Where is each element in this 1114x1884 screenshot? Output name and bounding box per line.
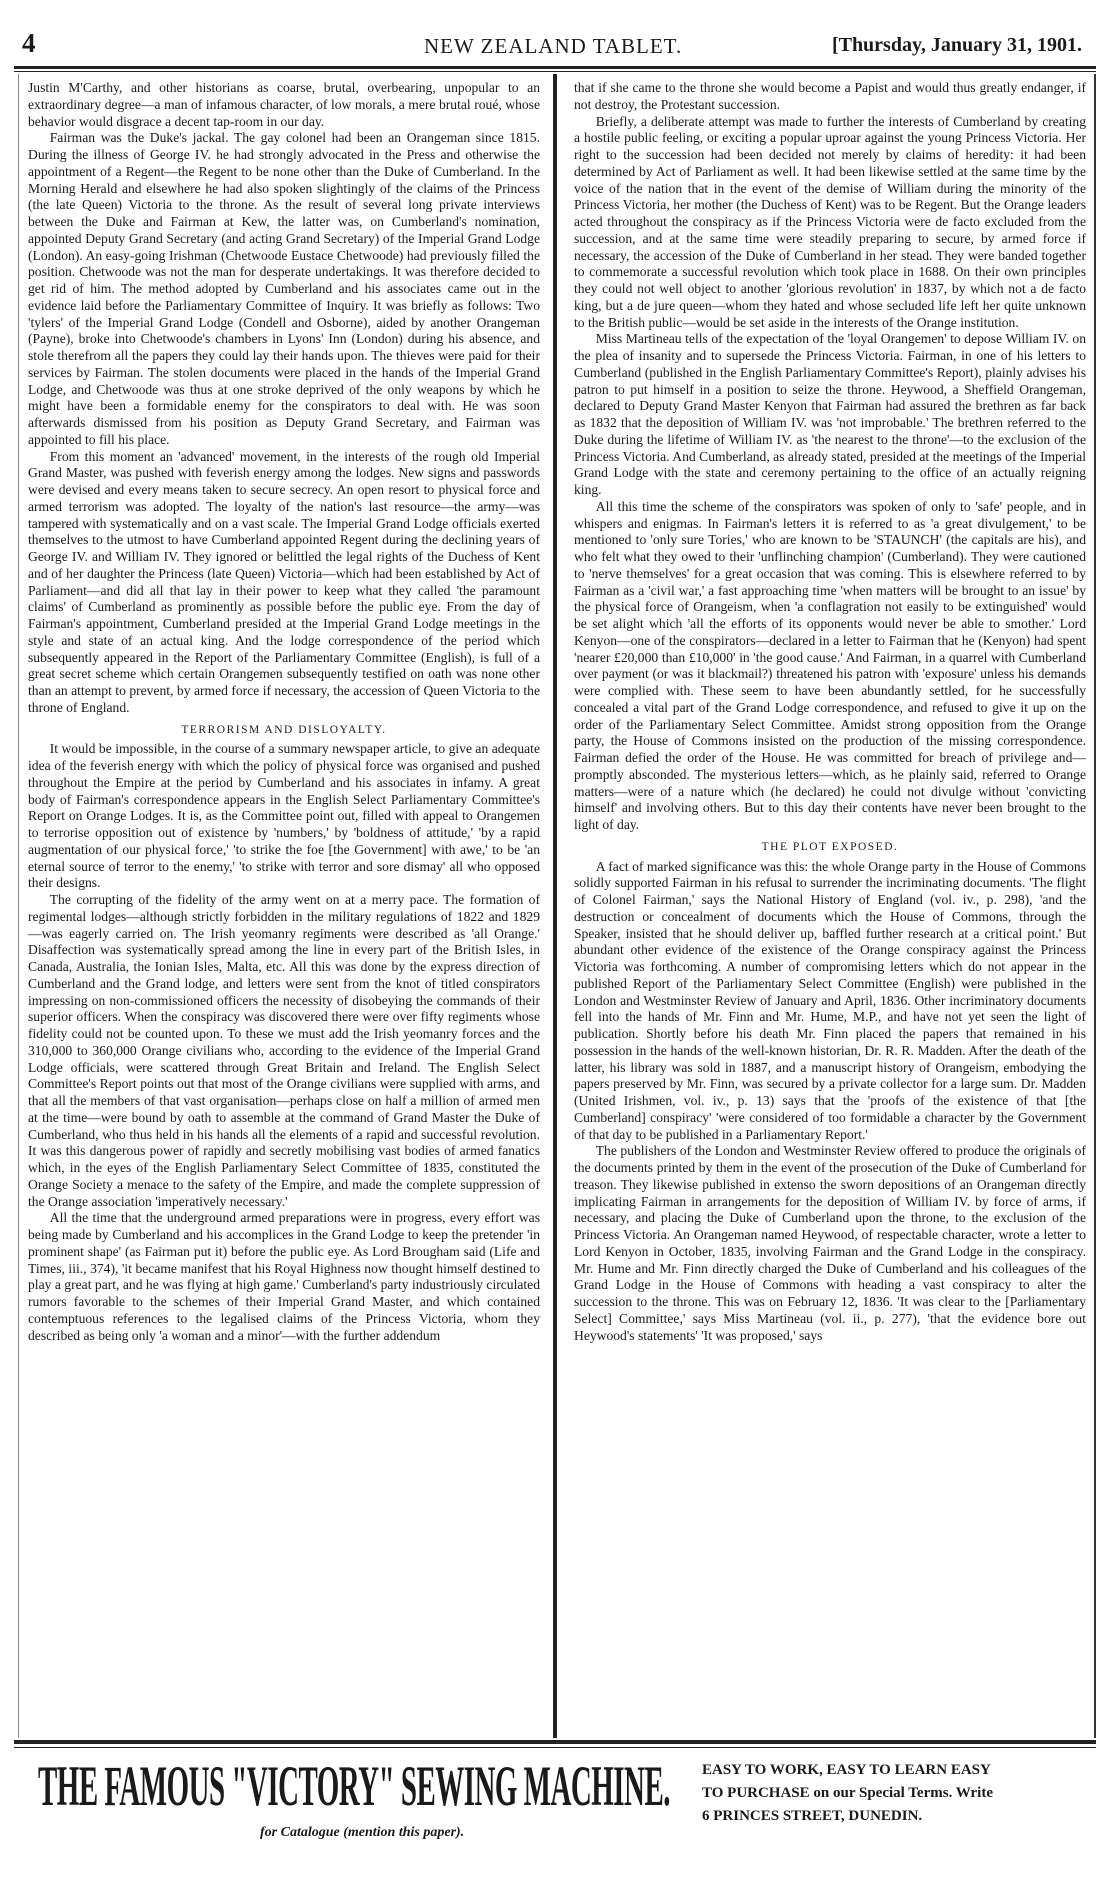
paragraph: Miss Martineau tells of the expectation of the 'loyal Orangemen' to depose William IV. on the plea of insanity and to supersede the Princess Victoria. Fairman, in one of his letters to Cumberland (published in the English Parliamentary Committee's Report), plainly advises his patron to put himself in a position to seize the throne. Heywood, a Sheffield Orangeman, declared to Deputy Grand Master Kenyon that Fairman had assured the brethren as far back as 1832 that the deposition of William IV. was 'not improbable.' The brethren referred to the Duke during the lifetime of William IV. as 'the nearest to the throne'—to the exclusion of the Princess Victoria. And Cumberland, as already stated, presided at the meetings of the Imperial Grand Lodge with the state and ceremony pertaining to the office of an actually reigning king. xyxy=(574,331,1086,497)
page-number: 4 xyxy=(22,28,36,58)
advertisement-address: 6 PRINCES STREET, DUNEDIN. xyxy=(702,1808,923,1824)
paragraph: From this moment an 'advanced' movement, in the interests of the rough old Imperial Grand Master, was pushed with feverish energy among the lodges. New signs and passwords were devised and every means taken to secure secrecy. An open resort to physical force and armed terrorism was adopted. The loyalty of the nation's last resource—the army—was tampered with systematically and on a vast scale. The Imperial Grand Lodge officials exerted themselves to the utmost to have Cumberland appointed Regent during the declining years of George IV. and William IV. They ignored or belittled the legal rights of the Duchess of Kent and of her daughter the Princess (late Queen) Victoria—which had been established by Act of Parliament—and did all that lay in their power to keep what they called 'the paramount claims' of Cumberland as prominently as possible before the public eye. From the day of Fairman's appointment, Cumberland presided at the Imperial Grand Lodge meetings in the style and state of an actual king. And the lodge correspondence of the period which subsequently appeared in the Report of the Parliamentary Committee (English), is full of a great secret scheme which certain Orangemen subsequently testified on oath was none other than an attempt to prevent, by armed force if necessary, the accession of Queen Victoria to the throne of England. xyxy=(28,448,540,715)
advertisement-rule-thin xyxy=(14,1747,1096,1748)
advertisement xyxy=(30,1752,1090,1842)
right-column xyxy=(574,80,1086,1344)
paragraph: Fairman was the Duke's jackal. The gay colonel had been an Orangeman since 1815. During the illness of George IV. he had strongly advocated in the Press and otherwise the appointment of a Regent—the Regent to be none other than the Duke of Cumberland. In the Morning Herald and elsewhere he had also spoken slightingly of the claims of the Princess (the late Queen) Victoria to the throne. As the result of several long private interviews between the Duke and Fairman at Kew, the latter was, on Cumberland's nomination, appointed Deputy Grand Secretary (and acting Grand Secretary) of the Imperial Grand Lodge (London). An easy-going Irishman (Chetwoode Eustace Chetwoode) had previously filled the position. Chetwoode was not the man for desperate undertakings. It was therefore decided to get rid of him. The method adopted by Cumberland and his associates came out in the evidence laid before the Parliamentary Committee of Inquiry. It was briefly as follows: Two 'tylers' of the Imperial Grand Lodge (Condell and Osborne), aided by another Orangeman (Payne), broke into Chetwoode's chambers in Lyons' Inn (London) during his absence, and stole therefrom all the papers they could lay their hands upon. The thieves were paid for their services by Fairman. The stolen documents were placed in the hands of the Imperial Grand Lodge, and Chetwoode was thus at one stroke deprived of the only weapons by which he might have been a formidable enemy for the conspirators to deal with. He was soon afterwards dismissed from his position as Deputy Grand Secretary, and Fairman was appointed to fill his place. xyxy=(28,130,540,447)
paragraph: that if she came to the throne she would become a Papist and would thus greatly endanger, if not destroy, the Protestant succession. xyxy=(574,80,1086,112)
left-column xyxy=(28,80,540,1344)
advertisement-tagline: TO PURCHASE on our Special Terms. Write xyxy=(702,1785,994,1801)
column-divider xyxy=(553,74,557,1738)
issue-date: [Thursday, January 31, 1901. xyxy=(831,34,1082,56)
paragraph: A fact of marked significance was this: the whole Orange party in the House of Commons solidly supported Fairman in his refusal to surrender the incriminating documents. 'The flight of Colonel Fairman,' says the National History of England (vol. iv., p. 298), 'and the destruction or concealment of documents which the House of Commons, through the Speaker, insisted that he should deliver up, baffled further research at a critical point.' But abundant other evidence of the existence of the Orange conspiracy against the Princess Victoria was forthcoming. A number of compromising letters which do not appear in the published Report of the Parliamentary Select Committee (English) were published in the London and Westminster Review of January and April, 1836. Other incriminatory documents fell into the hands of Mr. Finn and Mr. Hume, M.P., and have not yet seen the light of publication. Shortly before his death Mr. Finn placed the papers that remained in his possession in the hands of the well-known historian, Dr. R. R. Madden. After the death of the latter, his library was sold in 1887, and a manuscript history of Orangeism, embodying the papers preserved by Mr. Finn, was secured by a private collector for a large sum. Dr. Madden (United Irishmen, vol. iv., p. 13) says that the 'proofs of the existence of that [the Cumberland] conspiracy' 'were considered of too formidable a character by the Government of that day to be published in a Parliamentary Report.' xyxy=(574,858,1086,1142)
left-edge-rule xyxy=(18,74,19,1738)
right-edge-rule xyxy=(1094,74,1096,1738)
advertisement-subline: for Catalogue (mention this paper). xyxy=(260,1825,465,1840)
header-rule-thin xyxy=(14,71,1096,72)
paragraph: All the time that the underground armed preparations were in progress, every effort was being made by Cumberland and his accomplices in the Grand Lodge to keep the pretender 'in prominent shape' (as Fairman put it) before the public eye. As Lord Brougham said (Life and Times, iii., 374), 'it became manifest that his Royal Highness now thought himself destined to play a great part, and he was flying at high game.' Cumberland's party industriously circulated rumors favorable to the schemes of their Imperial Grand Master, and which contained contemptuous references to the legalised claims of the Princess Victoria, whom they described as being only 'a woman and a minor'—with the further addendum xyxy=(28,1210,540,1343)
header-rule xyxy=(14,66,1096,69)
advertisement-rule xyxy=(14,1740,1096,1744)
paragraph: It would be impossible, in the course of a summary newspaper article, to give an adequate idea of the feverish energy with which the policy of physical force was organised and pushed throughout the Empire at the period by Cumberland and his associates in infamy. A great body of Fairman's correspondence appears in the English Select Parliamentary Committee's Report on Orange Lodges. It is, as the Committee point out, filled with appeal to Orangemen to terrorise opposition out of existence by 'numbers,' by 'boldness of attitude,' 'by a rapid augmentation of our physical force,' 'to strike the foe [the Government] with awe,' to be 'an eternal source of terror to the enemy,' 'to strike with terror and sore dismay' all who opposed their designs. xyxy=(28,741,540,891)
advertisement-headline: THE FAMOUS "VICTORY" SEWING MACHINE. xyxy=(38,1755,670,1818)
page-header xyxy=(14,28,1100,62)
section-heading: TERRORISM AND DISLOYALTY. xyxy=(181,723,387,736)
paragraph: Briefly, a deliberate attempt was made to further the interests of Cumberland by creating a hostile public feeling, or exciting a popular uproar against the young Princess Victoria. Her right to the succession had been decided not merely by claims of heredity: it had been determined by Act of Parliament as well. It had been likewise settled at the same time by the voice of the nation that in the event of the demise of William during the minority of the Princess Victoria, her mother (the Duchess of Kent) was to be Regent. But the Orange leaders acted throughout the conspiracy as if the Princess Victoria were de facto excluded from the succession, and at the same time were steadily preparing to secure, by armed force if necessary, the accession of the Duke of Cumberland in her stead. They were banded together to commemorate a successful revolution which took place in 1688. On their own principles they could not well object to another 'glorious revolution' in 1837, by which not a de facto king, but a de jure queen—whom they hated and whose secluded life left her quite unknown to the British public—would be set aside in the interests of the Orange institution. xyxy=(574,113,1086,330)
paragraph: The publishers of the London and Westminster Review offered to produce the originals of the documents printed by them in the event of the prosecution of the Duke of Cumberland for treason. They likewise published in extenso the sworn depositions of an Orangeman directly implicating Fairman in arrangements for the deposition of William IV. by force of arms, if necessary, and placing the Duke of Cumberland upon the throne, to the exclusion of the Princess Victoria. An Orangeman named Heywood, of respectable character, wrote a letter to Lord Kenyon in October, 1835, involving Fairman and the Grand Lodge in the conspiracy. Mr. Hume and Mr. Finn directly charged the Duke of Cumberland and his colleagues of the Grand Lodge in the House of Commons with heading a vast conspiracy to alter the succession to the throne. This was on February 12, 1836. 'It was clear to the [Parliamentary Select] Committee,' says Miss Martineau (vol. ii., p. 277), 'that the evidence bore out Heywood's statements' 'It was proposed,' says xyxy=(574,1143,1086,1343)
section-heading: THE PLOT EXPOSED. xyxy=(761,840,899,853)
paragraph: The corrupting of the fidelity of the army went on at a merry pace. The formation of regimental lodges—although strictly forbidden in the military regulations of 1822 and 1829—was eagerly carried on. The Irish yeomanry regiments were described as 'all Orange.' Disaffection was systematically spread among the line in every part of the British Isles, in Canada, Australia, the Ionian Isles, Malta, etc. All this was done by the express direction of Cumberland and the Grand lodge, and letters were sent from the knot of titled conspirators impressing on non-commissioned officers the necessity of disobeying the commands of their superior officers. When the conspiracy was discovered there were over fifty regiments whose fidelity could not be counted upon. To these we must add the Irish yeomanry forces and the 310,000 to 360,000 Orange civilians who, according to the evidence of the Imperial Grand Lodge officials, were scattered through Great Britain and Ireland. The English Select Committee's Report points out that most of the Orange civilians were supplied with arms, and that all the members of that vast organisation—perhaps close on half a million of armed men at the time—were bound by oath to assemble at the command of Grand Master the Duke of Cumberland, who thus held in his hands all the elements of a rapid and successful revolution. It was this dangerous power of rapidly and secretly mobilising vast bodies of armed fanatics which, in the eyes of the English Parliamentary Select Committee of 1835, constituted the Orange Society a menace to the safety of the Empire, and made the complete suppression of the Orange association 'imperatively necessary.' xyxy=(28,892,540,1209)
paragraph: Justin M'Carthy, and other historians as coarse, brutal, overbearing, unpopular to an extraordinary degree—a man of infamous character, of low morals, a mere brutal roué, whose behavior would disgrace a decent tap-room in our day. xyxy=(28,80,540,129)
publication-title: NEW ZEALAND TABLET. xyxy=(424,34,683,58)
advertisement-tagline: EASY TO WORK, EASY TO LEARN EASY xyxy=(702,1762,991,1778)
paragraph: All this time the scheme of the conspirators was spoken of only to 'safe' people, and in whispers and enigmas. In Fairman's letters it is referred to as 'a great divulgement,' to be mentioned to 'only sure Tories,' who are known to be 'STAUNCH' (the capitals are his), and who felt what they owed to their 'unflinching champion' (Cumberland). They were cautioned to 'nerve themselves' for a great occasion that was coming. This is elsewhere referred to by Fairman as a 'civil war,' a fast approaching time 'when matters will be brought to an issue' by the physical force of Orangeism, when 'a conflagration not easily to be extinguished' would be set alight which 'all the efforts of its opponents would never be able to smother.' Lord Kenyon—one of the conspirators—declared in a letter to Fairman that he (Kenyon) had spent 'nearer £20,000 than £10,000' in 'the good cause.' And Fairman, in a quarrel with Cumberland over payment (or was it blackmail?) threatened his patron with 'exposure' unless his demands were complied with. These seem to have been abundantly settled, for he successfully concealed a vital part of the Grand Lodge correspondence, and refused to give it up on the order of the Parliamentary Select Committee. Amidst strong opposition from the Orange party, the House of Commons insisted on the production of the missing correspondence. Fairman defied the order of the House. He was committed for breach of privilege and—promptly absconded. The mysterious letters—which, as he plainly said, referred to Orange matters—were of a nature which (he declared) he could not divulge without 'convicting himself' and involving others. But to this day their contents have never been brought to the light of day. xyxy=(574,498,1086,832)
